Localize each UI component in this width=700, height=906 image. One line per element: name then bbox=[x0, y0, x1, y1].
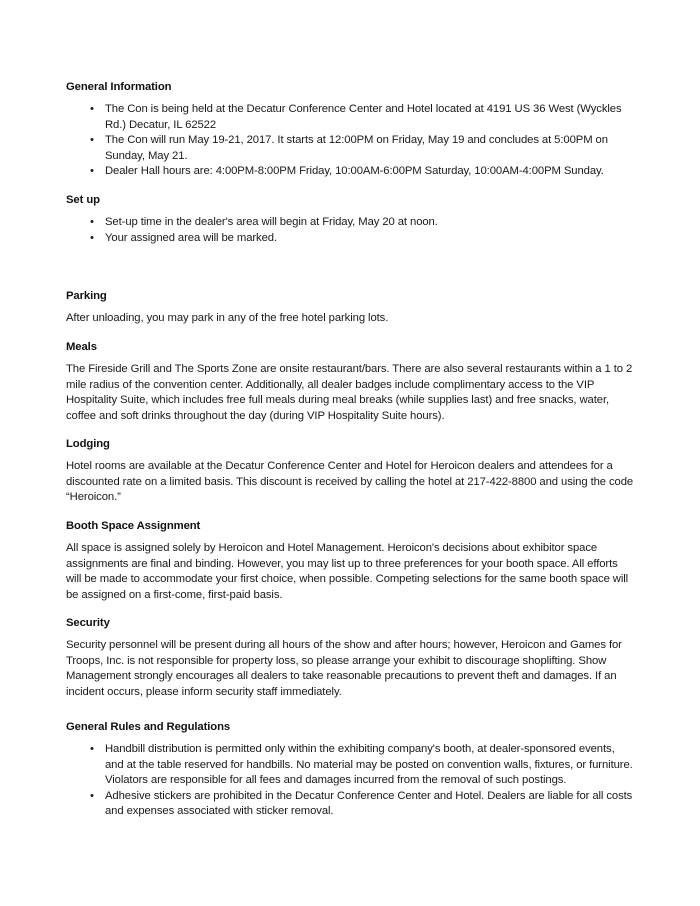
list-item: • Dealer Hall hours are: 4:00PM-8:00PM Friday, 10:00AM-6:00PM Saturday, 10:00AM-4:00PM Sunday. bbox=[66, 164, 636, 180]
heading-lodging: Lodging bbox=[66, 438, 110, 450]
general-information-list bbox=[66, 102, 636, 180]
list-item: • The Con is being held at the Decatur Conference Center and Hotel located at 4191 US 36 West (Wyckles Rd.) Decatur, IL 62522 bbox=[66, 102, 636, 133]
heading-general-rules: General Rules and Regulations bbox=[66, 721, 231, 733]
heading-security: Security bbox=[66, 617, 110, 629]
list-item: • The Con will run May 19-21, 2017. It starts at 12:00PM on Friday, May 19 and concludes at 5:00PM on Sunday, May 21. bbox=[66, 133, 636, 164]
heading-booth-space-assignment: Booth Space Assignment bbox=[66, 520, 201, 532]
booth-space-text: All space is assigned solely by Heroicon and Hotel Management. Heroicon's decisions about exhibitor space assignments are final and binding. However, you may list up to three preferences for your booth space. All efforts will be made to accommodate your first choice, when possible. Competing selections for the same booth space will be assigned on a first-come, first-paid basis. bbox=[66, 542, 629, 601]
heading-general-information: General Information bbox=[66, 81, 172, 93]
set-up-list bbox=[66, 215, 636, 246]
security-text: Security personnel will be present during all hours of the show and after hours; however, Heroicon and Games for Troops, Inc. is not responsible for property loss, so please arrange your exhibit to discourage shoplifting. Show Management strongly encourages all dealers to take reasonable precautions to prevent theft and damages. If an incident occurs, please inform security staff immediately. bbox=[66, 639, 622, 698]
parking-text: After unloading, you may park in any of the free hotel parking lots. bbox=[66, 312, 389, 324]
general-rules-list bbox=[66, 742, 636, 820]
list-item: • Adhesive stickers are prohibited in the Decatur Conference Center and Hotel. Dealers are liable for all costs and expenses associated with sticker removal. bbox=[66, 789, 636, 820]
meals-text: The Fireside Grill and The Sports Zone are onsite restaurant/bars. There are also several restaurants within a 1 to 2 mile radius of the convention center. Additionally, all dealer badges include complimentary access to the VIP Hospitality Suite, which includes free full meals during meal breaks (while supplies last) and free snacks, water, coffee and soft drinks throughout the day (during VIP Hospitality Suite hours). bbox=[66, 363, 633, 422]
heading-parking: Parking bbox=[66, 290, 107, 302]
lodging-text: Hotel rooms are available at the Decatur Conference Center and Hotel for Heroicon dealers and attendees for a discounted rate on a limited basis. This discount is received by calling the hotel at 217-422-8800 and using the code “Heroicon.” bbox=[66, 460, 634, 503]
list-item: • Set-up time in the dealer's area will begin at Friday, May 20 at noon. bbox=[66, 215, 636, 231]
list-item: • Your assigned area will be marked. bbox=[66, 231, 636, 247]
list-item: • Handbill distribution is permitted only within the exhibiting company's booth, at dealer-sponsored events, and at the table reserved for handbills. No material may be posted on convention walls, fixtures, or furniture. Violators are responsible for all fees and damages incurred from the removal of such postings. bbox=[66, 742, 636, 789]
heading-meals: Meals bbox=[66, 341, 97, 353]
heading-set-up: Set up bbox=[66, 194, 100, 206]
